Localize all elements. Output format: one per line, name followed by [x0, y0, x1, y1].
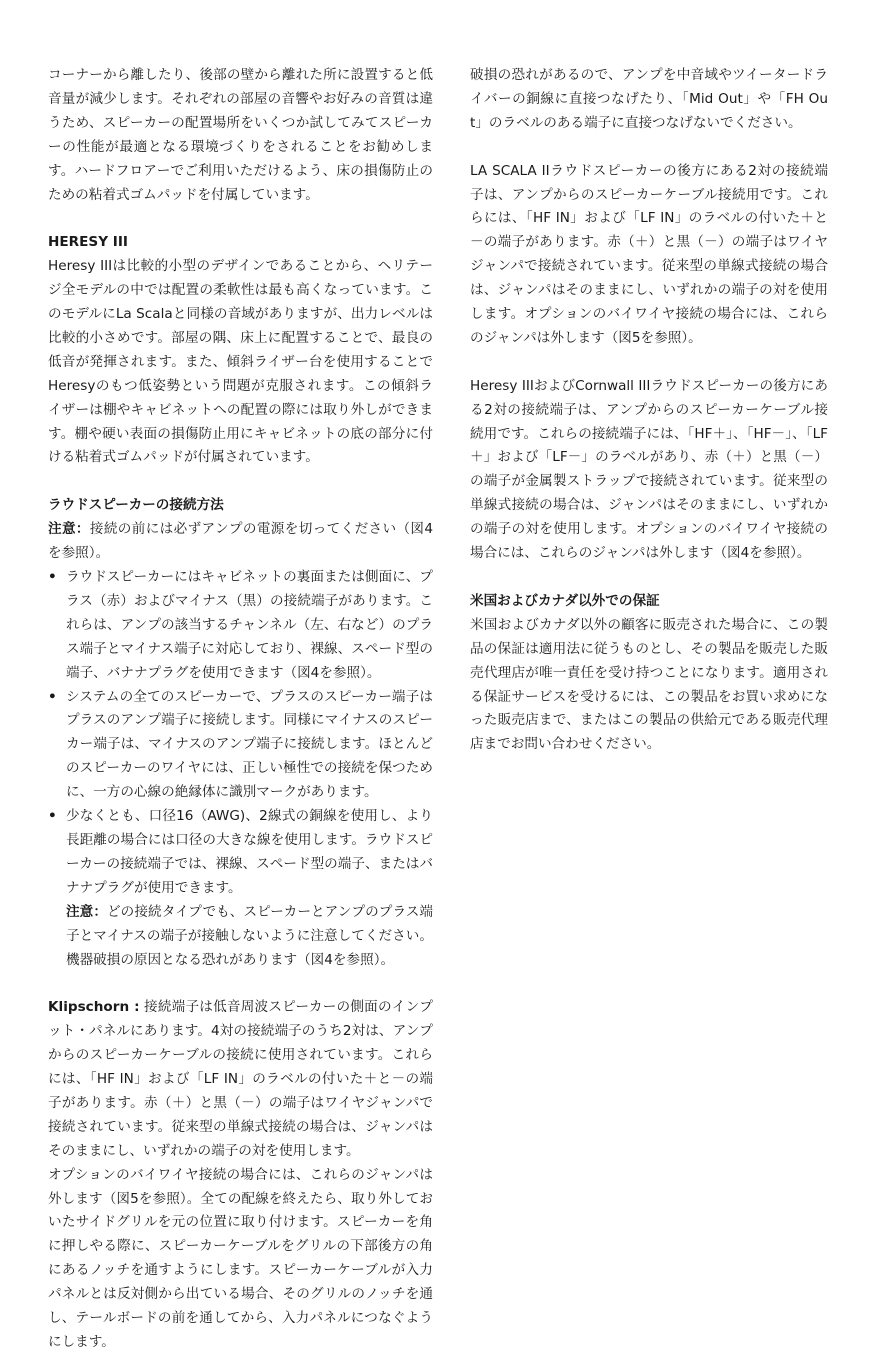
klipschorn-text: 接続端子は低音周波スピーカーの側面のインプット・パネルにあります。4対の接続端子のうち2対は、アンプからのスピーカーケーブルの接続に使用されています。これらには、「HF IN」および「LF IN」のラベルの付いた＋と－の端子があります。赤（＋）と黒（－）の端子はワイヤジャンパで接続されています。従来型の単線式接続の場合は、ジャンパはそのままにし、いずれかの端子の対を使用します。	[48, 999, 433, 1159]
bullet-sub-note	[48, 901, 433, 973]
bullet-icon: •	[48, 688, 57, 705]
list-item	[48, 566, 433, 686]
klipschorn-label: Klipschorn :	[48, 999, 140, 1016]
connection-note-text: 接続の前には必ずアンプの電源を切ってください（図4を参照）。	[48, 521, 434, 562]
list-item	[48, 805, 433, 901]
sub-note-text: どの接続タイプでも、スピーカーとアンプのプラス端子とマイナスの端子が接触しないように注意してください。機器破損の原因となる恐れがあります（図4を参照）。	[66, 903, 433, 968]
bullet-icon: •	[48, 808, 57, 825]
klipschorn-paragraph	[48, 996, 433, 1163]
note-label: 注意：	[66, 903, 108, 920]
lascala-paragraph: LA SCALA IIラウドスピーカーの後方にある2対の接続端子は、アンプからのスピーカーケーブル接続用です。これらには、「HF IN」および「LF IN」のラベルの付いた＋と－の端子があります。赤（＋）と黒（－）の端子はワイヤジャンパで接続されています。従来型の単線式接続の場合は、ジャンパはそのままにし、いずれかの端子の対を使用します。オプションのバイワイヤ接続の場合には、これらのジャンパは外します（図5を参照）。	[470, 162, 828, 346]
bullet-text: 少なくとも、口径16（AWG)、2線式の銅線を使用し、より長距離の場合には口径の大きな線を使用します。ラウドスピーカーの接続端子では、裸線、スペード型の端子、またはバナナプラグが使用できます。	[66, 808, 433, 896]
bullet-text: ラウドスピーカーにはキャビネットの裏面または側面に、プラス（赤）およびマイナス（黒）の接続端子があります。これらは、アンプの該当するチャンネル（左、右など）のプラス端子とマイナス端子に対応しており、裸線、スペード型の端子、バナナプラグを使用できます（図4を参照）。	[66, 569, 433, 681]
right-column	[470, 64, 828, 757]
connection-bullet-list	[48, 566, 433, 901]
note-label: 注意：	[48, 521, 90, 538]
heresy-cornwall-paragraph: Heresy IIIおよびCornwall IIIラウドスピーカーの後方にある2対の接続端子は、アンプからのスピーカーケーブル接続用です。これらの接続端子には、「HF＋」、「HF－」、「LF＋」および「LF－」のラベルがあり、赤（＋）と黒（－）の端子が金属製ストラップで接続されています。従来型の単線式接続の場合は、ジャンパはそのままにし、いずれかの端子の対を使用します。オプションのバイワイヤ接続の場合には、これらのジャンパは外します（図4を参照）。	[470, 377, 828, 562]
klipschorn-biwire-paragraph: オプションのバイワイヤ接続の場合には、これらのジャンパは外します（図5を参照）。全ての配線を終えたら、取り外しておいたサイドグリルを元の位置に取り付けます。スピーカーを角に押しやる際に、スピーカーケーブルをグリルの下部後方の角にあるノッチを通すようにします。スピーカーケーブルが入力パネルとは反対側から出ている場合、そのグリルのノッチを通し、テールボードの前を通してから、入力パネルにつなぐようにします。	[48, 1166, 433, 1350]
placement-intro-paragraph: コーナーから離したり、後部の壁から離れた所に設置すると低音量が減少します。それぞれの部屋の音響やお好みの音質は違うため、スピーカーの配置場所をいくつか試してみてスピーカーの性能が最適となる環境づくりをされることをお勧めします。ハードフロアーでご利用いただけるよう、床の損傷防止のための粘着式ゴムパッドを付属しています。	[48, 67, 433, 203]
connection-note	[48, 518, 433, 566]
warranty-heading: 米国およびカナダ以外での保証	[470, 592, 660, 609]
bullet-text: システムの全てのスピーカーで、プラスのスピーカー端子はプラスのアンプ端子に接続します。同様にマイナスのスピーカー端子は、マイナスのアンプ端子に接続します。ほとんどのスピーカーのワイヤには、正しい極性での接続を保つために、一方の心線の絶縁体に識別マークがあります。	[66, 688, 433, 801]
bullet-icon: •	[48, 569, 57, 585]
heresy-paragraph: Heresy IIIは比較的小型のデザインであることから、ヘリテージ全モデルの中では配置の柔軟性は最も高くなっています。このモデルにLa Scalaと同様の音域がありますが、出力レベルは比較的小さめです。部屋の隅、床上に配置することで、最良の低音が発揮されます。また、傾斜ライザー台を使用することでHeresyのもつ低姿勢という問題が克服されます。この傾斜ライザーは棚やキャビネットへの配置の際には取り外しができます。棚や硬い表面の損傷防止用にキャビネットの底の部分に付ける粘着式ゴムパッドが付属されています。	[48, 258, 433, 466]
damage-warning-paragraph: 破損の恐れがあるので、アンプを中音域やツイータードライバーの銅線に直接つなげたり、「Mid Out」や「FH Out」のラベルのある端子に直接つなげないでください。	[470, 67, 828, 131]
connection-heading: ラウドスピーカーの接続方法	[48, 497, 224, 514]
left-column	[48, 64, 433, 1355]
warranty-paragraph: 米国およびカナダ以外の顧客に販売された場合に、この製品の保証は適用法に従うものとし、その製品を販売した販売代理店が唯一責任を受け持つことになります。適用される保証サービスを受けるには、この製品をお買い求めになった販売店まで、またはこの製品の供給元である販売代理店までお問い合わせください。	[470, 616, 828, 753]
list-item	[48, 686, 433, 806]
heresy-heading: HERESY III	[48, 234, 128, 251]
